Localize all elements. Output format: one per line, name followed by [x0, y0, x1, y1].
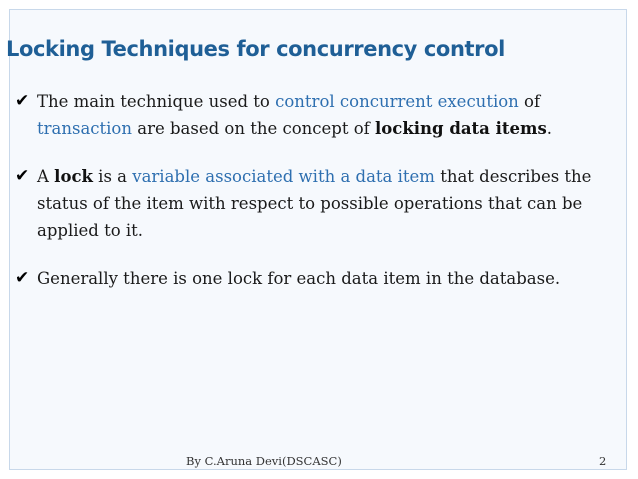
bullet-text: are based on the concept of: [132, 119, 376, 138]
bullet-text: of: [518, 92, 541, 111]
bullet-text: Generally there is one lock for each data item in the database.: [37, 269, 561, 288]
footer-author: By C.Aruna Devi(DSCASC): [186, 454, 342, 468]
bullet-item-one-lock-per-item: [15, 265, 615, 292]
check-mark-icon: ✔: [15, 166, 30, 186]
bullet-text: A: [37, 167, 55, 186]
bullet-list: [15, 88, 615, 313]
highlighted-term: control concurrent execution: [275, 92, 519, 111]
bold-term: lock: [54, 167, 93, 186]
check-mark-icon: ✔: [15, 268, 30, 288]
page-number: 2: [599, 454, 607, 468]
bullet-text: that describes the status of the item with respect to possible operations that can be applied to it.: [37, 167, 592, 240]
highlighted-term: variable associated with a data item: [132, 167, 435, 186]
slide-title: Locking Techniques for concurrency control: [6, 37, 505, 61]
bullet-item-lock-definition: [15, 163, 615, 244]
check-mark-icon: ✔: [15, 91, 30, 111]
bold-term: locking data items: [375, 119, 547, 138]
highlighted-term: transaction: [37, 119, 132, 138]
bullet-item-locking-technique: [15, 88, 615, 142]
bullet-text: .: [546, 119, 553, 138]
bullet-text: The main technique used to: [37, 92, 276, 111]
bullet-text: is a: [92, 167, 133, 186]
